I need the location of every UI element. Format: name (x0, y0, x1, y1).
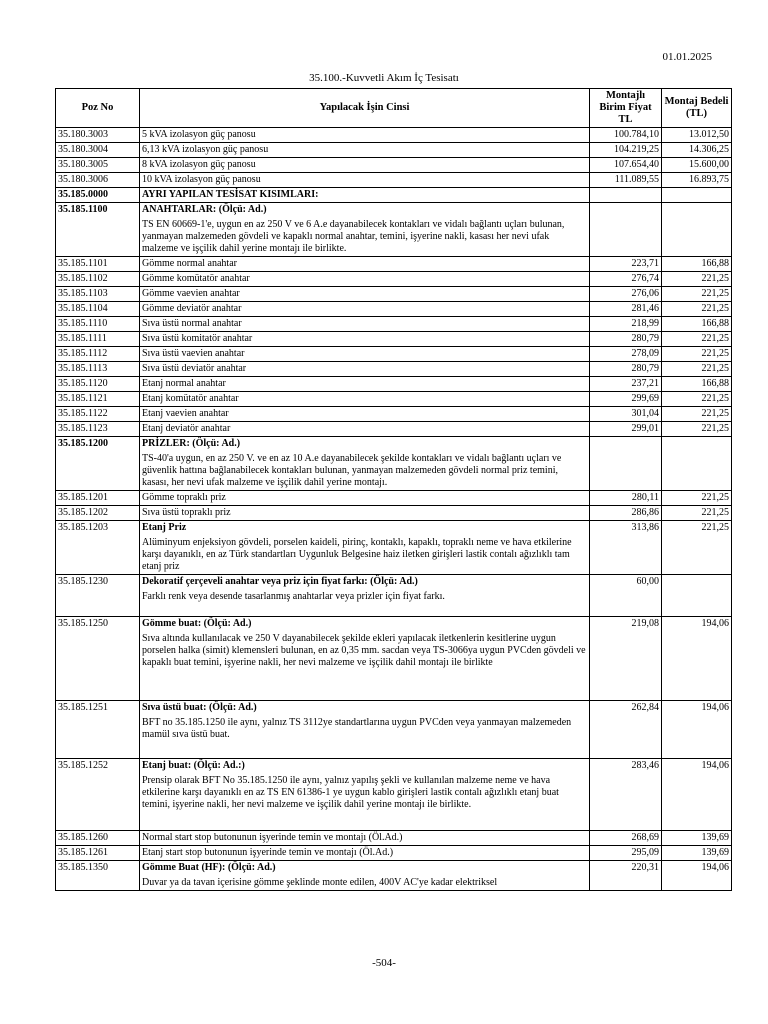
item-unit-price: 283,46 (590, 759, 662, 831)
item-description-cell (140, 407, 590, 422)
item-unit-price: 223,71 (590, 257, 662, 272)
item-heading: Etanj buat: (Ölçü: Ad.:) (142, 760, 245, 771)
item-code: 35.185.1261 (56, 846, 140, 861)
item-description-cell (140, 287, 590, 302)
item-unit-price: 299,69 (590, 392, 662, 407)
table-row (56, 437, 732, 491)
item-code: 35.185.1102 (56, 272, 140, 287)
item-unit-price: 286,86 (590, 506, 662, 521)
item-description-cell (140, 491, 590, 506)
item-description-cell (140, 317, 590, 332)
item-description: Sıva üstü normal anahtar (142, 318, 242, 329)
table-row (56, 362, 732, 377)
table-row (56, 422, 732, 437)
table-row (56, 332, 732, 347)
item-description-cell (140, 128, 590, 143)
item-code: 35.185.1123 (56, 422, 140, 437)
item-mounting-cost: 139,69 (662, 846, 732, 861)
item-code: 35.185.1101 (56, 257, 140, 272)
table-row (56, 407, 732, 422)
column-header-unit-price: Montajlı Birim Fiyat TL (590, 89, 662, 128)
table-row (56, 861, 732, 891)
table-row (56, 257, 732, 272)
item-description-cell (140, 831, 590, 846)
item-description-cell (140, 158, 590, 173)
item-code: 35.185.1104 (56, 302, 140, 317)
item-heading: PRİZLER: (Ölçü: Ad.) (142, 438, 241, 449)
item-code: 35.185.1121 (56, 392, 140, 407)
column-header-code: Poz No (56, 89, 140, 128)
table-row (56, 831, 732, 846)
item-description: Etanj komütatör anahtar (142, 393, 239, 404)
item-description-cell (140, 332, 590, 347)
item-unit-price (590, 188, 662, 203)
item-mounting-cost: 14.306,25 (662, 143, 732, 158)
table-row (56, 317, 732, 332)
item-description-cell (140, 861, 590, 891)
table-row (56, 173, 732, 188)
item-description: Sıva üstü vaevien anahtar (142, 348, 245, 359)
item-description: Gömme topraklı priz (142, 492, 226, 503)
item-heading: Gömme Buat (HF): (Ölçü: Ad.) (142, 862, 276, 873)
item-description-cell (140, 203, 590, 257)
table-row (56, 759, 732, 831)
item-unit-price: 295,09 (590, 846, 662, 861)
table-row (56, 701, 732, 759)
item-description-cell (140, 575, 590, 617)
item-mounting-cost (662, 188, 732, 203)
item-code: 35.185.1202 (56, 506, 140, 521)
table-row (56, 392, 732, 407)
item-description: Etanj normal anahtar (142, 378, 226, 389)
item-code: 35.180.3005 (56, 158, 140, 173)
item-mounting-cost: 194,06 (662, 701, 732, 759)
item-description: Gömme deviatör anahtar (142, 303, 242, 314)
item-mounting-cost: 15.600,00 (662, 158, 732, 173)
item-unit-price: 268,69 (590, 831, 662, 846)
item-description: 6,13 kVA izolasyon güç panosu (142, 144, 269, 155)
item-code: 35.185.1200 (56, 437, 140, 491)
item-code: 35.180.3004 (56, 143, 140, 158)
item-unit-price: 60,00 (590, 575, 662, 617)
item-unit-price: 276,74 (590, 272, 662, 287)
item-description-cell (140, 617, 590, 701)
document-date: 01.01.2025 (662, 51, 712, 63)
item-heading: Dekoratif çerçeveli anahtar veya priz için fiyat farkı: (Ölçü: Ad.) (142, 576, 418, 587)
table-body (56, 128, 732, 891)
table-row (56, 575, 732, 617)
item-code: 35.185.0000 (56, 188, 140, 203)
item-unit-price: 219,08 (590, 617, 662, 701)
item-mounting-cost: 194,06 (662, 759, 732, 831)
item-code: 35.180.3006 (56, 173, 140, 188)
item-mounting-cost: 166,88 (662, 317, 732, 332)
item-description: TS-40'a uygun, en az 250 V. ve en az 10 A.e dayanabilecek şekilde kontakları ve vidalı bağlantı uçları ve güvenlik hattına bağlanabilecek kontakları bulunan, yanmayan malzemeden gövdeli normal priz temini, kasası, her nevi ufak malzeme ve işçilik dahil yerine montajı. (142, 453, 562, 488)
item-description-cell (140, 506, 590, 521)
table-row (56, 506, 732, 521)
item-description-cell (140, 701, 590, 759)
item-description: 10 kVA izolasyon güç panosu (142, 174, 261, 185)
item-code: 35.185.1113 (56, 362, 140, 377)
item-unit-price: 220,31 (590, 861, 662, 891)
item-description-cell (140, 759, 590, 831)
item-code: 35.185.1100 (56, 203, 140, 257)
item-mounting-cost: 221,25 (662, 287, 732, 302)
item-code: 35.185.1120 (56, 377, 140, 392)
item-unit-price: 276,06 (590, 287, 662, 302)
item-code: 35.185.1110 (56, 317, 140, 332)
item-description-cell (140, 437, 590, 491)
table-row (56, 203, 732, 257)
item-mounting-cost: 139,69 (662, 831, 732, 846)
item-mounting-cost: 194,06 (662, 861, 732, 891)
item-description-cell (140, 377, 590, 392)
item-mounting-cost: 221,25 (662, 392, 732, 407)
item-description-cell (140, 272, 590, 287)
item-code: 35.185.1103 (56, 287, 140, 302)
table-row (56, 158, 732, 173)
item-description: BFT no 35.185.1250 ile aynı, yalnız TS 3112ye standartlarına uygun PVCden veya yanmayan malzemeden mamül sıva üstü buat. (142, 717, 572, 740)
item-mounting-cost: 221,25 (662, 407, 732, 422)
table-row (56, 143, 732, 158)
item-description: Etanj start stop butonunun işyerinde temin ve montajı (Öl.Ad.) (142, 847, 394, 858)
item-heading: Gömme buat: (Ölçü: Ad.) (142, 618, 252, 629)
item-heading: AYRI YAPILAN TESİSAT KISIMLARI: (142, 189, 319, 200)
column-header-mounting-cost: Montaj Bedeli (TL) (662, 89, 732, 128)
item-code: 35.185.1251 (56, 701, 140, 759)
item-mounting-cost: 221,25 (662, 302, 732, 317)
item-code: 35.185.1250 (56, 617, 140, 701)
item-code: 35.185.1111 (56, 332, 140, 347)
item-mounting-cost (662, 437, 732, 491)
item-heading: Sıva üstü buat: (Ölçü: Ad.) (142, 702, 257, 713)
item-unit-price: 299,01 (590, 422, 662, 437)
column-header-description: Yapılacak İşin Cinsi (140, 89, 590, 128)
item-description-cell (140, 362, 590, 377)
item-description: Etanj deviatör anahtar (142, 423, 231, 434)
table-row (56, 272, 732, 287)
item-description: Sıva üstü komitatör anahtar (142, 333, 253, 344)
item-unit-price: 262,84 (590, 701, 662, 759)
item-description-cell (140, 422, 590, 437)
table-row (56, 491, 732, 506)
item-unit-price: 237,21 (590, 377, 662, 392)
item-code: 35.185.1260 (56, 831, 140, 846)
table-header-row (56, 89, 732, 128)
item-unit-price: 278,09 (590, 347, 662, 362)
item-mounting-cost: 221,25 (662, 272, 732, 287)
table-row (56, 188, 732, 203)
table-row (56, 846, 732, 861)
item-mounting-cost: 166,88 (662, 257, 732, 272)
item-description: TS EN 60669-1'e, uygun en az 250 V ve 6 A.e dayanabilecek kontakları ve vidalı bağlantı uçları bulunan, yanmayan malzemeden gövdeli ve kapaklı normal anahtar, temini, işyerine nakli, kasası her nevi ufak malzeme ve işçilik dahil yerine montajı ile birlikte. (142, 219, 565, 254)
item-mounting-cost (662, 203, 732, 257)
table-row (56, 287, 732, 302)
item-unit-price: 280,11 (590, 491, 662, 506)
item-description: Prensip olarak BFT No 35.185.1250 ile aynı, yalnız yapılış şekli ve kullanılan malzeme neme ve hava etkilerine karşı dayanıklı en az TS EN 61386-1 ye uygun kablo girişleri lastik contalı ağızlıklı etanj buat temini, işyerine nakli, her nevi malzeme ve işçilik dahil yerine montajı ile birlikte. (142, 775, 559, 810)
item-mounting-cost: 16.893,75 (662, 173, 732, 188)
item-description-cell (140, 392, 590, 407)
item-description-cell (140, 302, 590, 317)
item-mounting-cost: 221,25 (662, 347, 732, 362)
item-description: Duvar ya da tavan içerisine gömme şeklinde monte edilen, 400V AC'ye kadar elektriksel (142, 877, 498, 888)
item-unit-price (590, 203, 662, 257)
document-title: 35.100.-Kuvvetli Akım İç Tesisatı (309, 72, 459, 84)
table-row (56, 302, 732, 317)
item-mounting-cost: 221,25 (662, 422, 732, 437)
item-unit-price: 281,46 (590, 302, 662, 317)
item-description-cell (140, 846, 590, 861)
item-code: 35.185.1203 (56, 521, 140, 575)
item-code: 35.185.1350 (56, 861, 140, 891)
table-row (56, 521, 732, 575)
item-description: Alüminyum enjeksiyon gövdeli, porselen kaideli, pirinç, kontaklı, kapaklı, topraklı neme ve hava etkilerine karşı dayanıklı, en az Türk standartları Uygunluk Belgesine haiz iletken girişleri lastik contalı ağızlıklı tam etanj priz (142, 537, 572, 572)
item-description: Sıva üstü topraklı priz (142, 507, 231, 518)
item-mounting-cost: 221,25 (662, 362, 732, 377)
item-description: Gömme komütatör anahtar (142, 273, 250, 284)
item-description-cell (140, 521, 590, 575)
item-mounting-cost: 221,25 (662, 332, 732, 347)
price-table (55, 88, 732, 891)
item-code: 35.185.1122 (56, 407, 140, 422)
item-unit-price (590, 437, 662, 491)
item-description: Normal start stop butonunun işyerinde temin ve montajı (Öl.Ad.) (142, 832, 403, 843)
item-mounting-cost: 166,88 (662, 377, 732, 392)
item-unit-price: 111.089,55 (590, 173, 662, 188)
item-mounting-cost: 194,06 (662, 617, 732, 701)
item-description: 8 kVA izolasyon güç panosu (142, 159, 256, 170)
item-unit-price: 218,99 (590, 317, 662, 332)
table-row (56, 377, 732, 392)
item-mounting-cost (662, 575, 732, 617)
item-description-cell (140, 143, 590, 158)
item-description: Gömme vaevien anahtar (142, 288, 240, 299)
item-description-cell (140, 188, 590, 203)
item-code: 35.185.1252 (56, 759, 140, 831)
item-unit-price: 100.784,10 (590, 128, 662, 143)
item-heading: ANAHTARLAR: (Ölçü: Ad.) (142, 204, 267, 215)
item-mounting-cost: 221,25 (662, 491, 732, 506)
table-row (56, 347, 732, 362)
item-unit-price: 107.654,40 (590, 158, 662, 173)
item-description: 5 kVA izolasyon güç panosu (142, 129, 256, 140)
item-code: 35.185.1201 (56, 491, 140, 506)
item-description-cell (140, 257, 590, 272)
table-row (56, 617, 732, 701)
item-unit-price: 313,86 (590, 521, 662, 575)
table-row (56, 128, 732, 143)
item-code: 35.185.1230 (56, 575, 140, 617)
item-mounting-cost: 221,25 (662, 506, 732, 521)
page-number: -504- (372, 957, 396, 969)
item-unit-price: 301,04 (590, 407, 662, 422)
item-unit-price: 104.219,25 (590, 143, 662, 158)
item-heading: Etanj Priz (142, 522, 187, 533)
item-description: Gömme normal anahtar (142, 258, 237, 269)
item-unit-price: 280,79 (590, 332, 662, 347)
item-mounting-cost: 13.012,50 (662, 128, 732, 143)
item-unit-price: 280,79 (590, 362, 662, 377)
item-description: Sıva üstü deviatör anahtar (142, 363, 247, 374)
item-description: Farklı renk veya desende tasarlanmış anahtarlar veya prizler için fiyat farkı. (142, 591, 445, 602)
item-description: Etanj vaevien anahtar (142, 408, 229, 419)
item-code: 35.185.1112 (56, 347, 140, 362)
item-description: Sıva altında kullanılacak ve 250 V dayanabilecek şekilde ekleri yapılacak iletkenlerin kesitlerine uygun porselen halka (simit) klemensleri bulunan, en az 0,35 mm. sacdan veya TS-3066ya uygun PVCden gövdeli ve kapaklı buat temini, işyerine nakli, her nevi malzeme ve işçilik dahil montajı ile birlikte (142, 633, 586, 668)
item-description-cell (140, 347, 590, 362)
item-description-cell (140, 173, 590, 188)
item-mounting-cost: 221,25 (662, 521, 732, 575)
item-code: 35.180.3003 (56, 128, 140, 143)
